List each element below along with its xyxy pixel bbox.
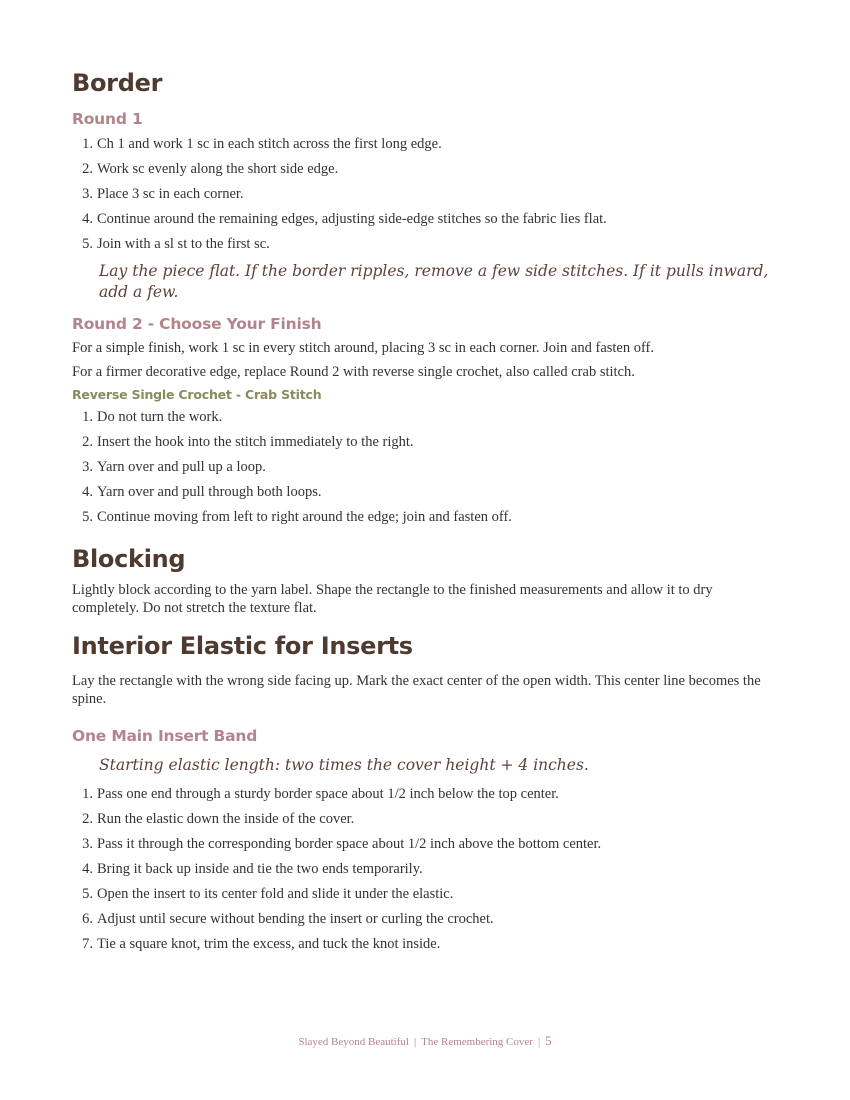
round2-paragraph-firm: For a firmer decorative edge, replace Round 2 with reverse single crochet, also called crab stitch.	[72, 364, 635, 380]
list-item-text: Tie a square knot, trim the excess, and tuck the knot inside.	[97, 936, 441, 952]
list-number: 1.	[82, 786, 93, 802]
list-number: 4.	[82, 484, 93, 500]
list-item-text: Join with a sl st to the first sc.	[97, 236, 270, 252]
list-item	[72, 207, 772, 232]
list-item	[72, 832, 772, 857]
list-item-text: Do not turn the work.	[97, 409, 223, 425]
round1-note: Lay the piece flat. If the border ripples, remove a few side stitches. If it pulls inward, add a few.	[99, 262, 769, 301]
page-number: 5	[545, 1033, 552, 1048]
list-item-text: Open the insert to its center fold and slide it under the elastic.	[97, 886, 454, 902]
list-item-text: Bring it back up inside and tie the two ends temporarily.	[97, 861, 423, 877]
crab-stitch-steps	[72, 405, 772, 530]
footer-brand: Slayed Beyond Beautiful	[298, 1036, 409, 1048]
list-item	[72, 505, 772, 530]
list-item	[72, 480, 772, 505]
list-item	[72, 857, 772, 882]
list-item-text: Ch 1 and work 1 sc in each stitch across the first long edge.	[97, 136, 442, 152]
border-heading: Border	[72, 69, 163, 97]
list-item-text: Place 3 sc in each corner.	[97, 186, 244, 202]
list-number: 2.	[82, 811, 93, 827]
blocking-heading: Blocking	[72, 545, 186, 573]
list-number: 4.	[82, 861, 93, 877]
list-item	[72, 907, 772, 932]
list-item	[72, 182, 772, 207]
list-item	[72, 405, 772, 430]
crab-stitch-heading: Reverse Single Crochet - Crab Stitch	[72, 387, 322, 402]
list-number: 4.	[82, 211, 93, 227]
list-item-text: Continue around the remaining edges, adjusting side-edge stitches so the fabric lies flat.	[97, 211, 607, 227]
round2-paragraph-simple: For a simple finish, work 1 sc in every stitch around, placing 3 sc in each corner. Join and fasten off.	[72, 340, 655, 356]
page-content	[72, 60, 772, 957]
list-item-text: Adjust until secure without bending the insert or curling the crochet.	[97, 911, 494, 927]
list-item-text: Pass it through the corresponding border space about 1/2 inch above the bottom center.	[97, 836, 602, 852]
list-number: 5.	[82, 509, 93, 525]
list-item-text: Pass one end through a sturdy border space about 1/2 inch below the top center.	[97, 786, 559, 802]
footer-title: The Remembering Cover	[421, 1036, 533, 1048]
list-item-text: Run the elastic down the inside of the cover.	[97, 811, 355, 827]
list-item	[72, 430, 772, 455]
list-item-text: Continue moving from left to right around the edge; join and fasten off.	[97, 509, 512, 525]
insert-band-heading: One Main Insert Band	[72, 727, 258, 745]
page-footer	[0, 1033, 850, 1049]
list-item	[72, 807, 772, 832]
list-item-text: Insert the hook into the stitch immediately to the right.	[97, 434, 414, 450]
list-item	[72, 932, 772, 957]
footer-separator: |	[413, 1036, 417, 1048]
list-number: 7.	[82, 936, 93, 952]
round1-steps	[72, 132, 772, 257]
elastic-heading: Interior Elastic for Inserts	[72, 632, 413, 660]
list-item-text: Yarn over and pull through both loops.	[97, 484, 322, 500]
list-item-text: Work sc evenly along the short side edge.	[97, 161, 339, 177]
list-item	[72, 882, 772, 907]
list-item	[72, 132, 772, 157]
list-number: 6.	[82, 911, 93, 927]
elastic-text: Lay the rectangle with the wrong side facing up. Mark the exact center of the open width. This center line becomes the spine.	[72, 673, 761, 707]
list-item-text: Yarn over and pull up a loop.	[97, 459, 266, 475]
list-number: 1.	[82, 409, 93, 425]
list-item	[72, 455, 772, 480]
list-number: 1.	[82, 136, 93, 152]
round1-heading: Round 1	[72, 110, 143, 128]
list-number: 3.	[82, 459, 93, 475]
insert-band-steps	[72, 782, 772, 957]
list-number: 2.	[82, 161, 93, 177]
list-number: 5.	[82, 886, 93, 902]
list-number: 3.	[82, 836, 93, 852]
list-number: 2.	[82, 434, 93, 450]
list-number: 5.	[82, 236, 93, 252]
blocking-text: Lightly block according to the yarn label. Shape the rectangle to the finished measurements and allow it to dry completely. Do not stretch the texture flat.	[72, 582, 713, 616]
list-item	[72, 782, 772, 807]
insert-band-note: Starting elastic length: two times the cover height + 4 inches.	[99, 756, 589, 774]
footer-separator: |	[537, 1036, 541, 1048]
list-item	[72, 232, 772, 257]
round2-heading: Round 2 - Choose Your Finish	[72, 315, 322, 333]
list-number: 3.	[82, 186, 93, 202]
list-item	[72, 157, 772, 182]
